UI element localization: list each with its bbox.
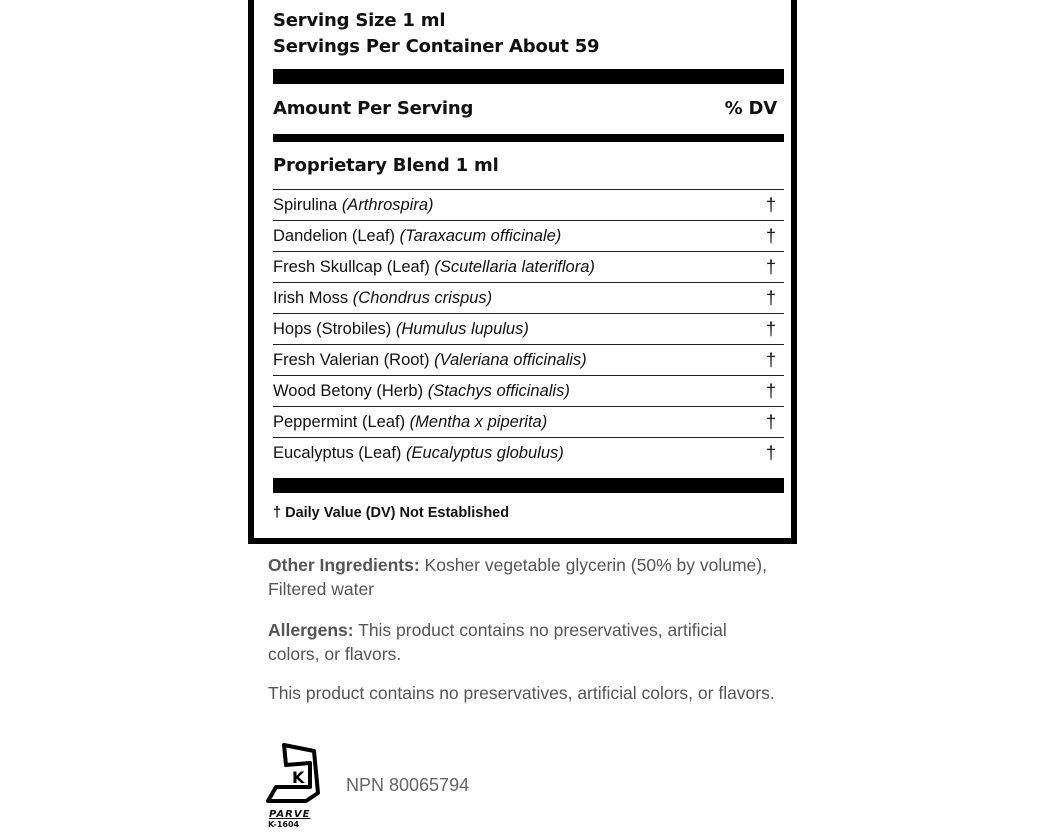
ingredient-row [273, 375, 784, 407]
dagger-mark: † [765, 319, 776, 339]
ingredient-name: Dandelion (Leaf) [273, 227, 395, 245]
ingredient-row [273, 251, 784, 283]
other-ingredients [268, 553, 788, 601]
dagger-mark: † [765, 350, 776, 370]
ingredient-name: Peppermint (Leaf) [273, 413, 406, 431]
other-ingredients-text: Kosher vegetable glycerin (50% by volume), Filtered water [268, 555, 767, 599]
ingredient-name: Eucalyptus (Leaf) [273, 444, 402, 462]
dv-header: % DV [724, 98, 777, 119]
dagger-mark: † [765, 412, 776, 432]
kosher-letter: K [292, 768, 305, 787]
preservatives-note: This product contains no preservatives, artificial colors, or flavors. [268, 683, 775, 703]
dv-footnote: † Daily Value (DV) Not Established [273, 505, 510, 521]
kosher-icon [266, 743, 326, 813]
ingredient-row [273, 437, 784, 469]
dagger-mark: † [765, 257, 776, 277]
ingredient-row [273, 189, 784, 221]
kosher-parve-logo [266, 743, 326, 833]
ingredient-name: Spirulina [273, 196, 338, 214]
kosher-code: K-1604 [268, 820, 300, 829]
dagger-mark: † [765, 195, 776, 215]
ingredient-latin-name: (Stachys officinalis) [427, 382, 570, 400]
ingredient-latin-name: (Humulus lupulus) [395, 320, 529, 338]
dagger-mark: † [765, 288, 776, 308]
serving-size: Serving Size 1 ml [273, 10, 446, 31]
ingredient-row [273, 344, 784, 376]
dagger-mark: † [765, 381, 776, 401]
parve-text: PARVE [269, 809, 311, 820]
ingredient-name: Irish Moss [273, 289, 349, 307]
ingredient-latin-name: (Taraxacum officinale) [399, 227, 562, 245]
medium-divider [273, 134, 784, 142]
other-ingredients-label: Other Ingredients: [268, 555, 420, 575]
ingredient-name: Wood Betony (Herb) [273, 382, 424, 400]
proprietary-blend: Proprietary Blend 1 ml [273, 155, 499, 176]
servings-per-container: Servings Per Container About 59 [273, 36, 600, 57]
npn-number: NPN 80065794 [346, 775, 470, 795]
ingredient-latin-name: (Mentha x piperita) [409, 413, 548, 431]
dagger-mark: † [765, 226, 776, 246]
ingredient-name: Fresh Skullcap (Leaf) [273, 258, 430, 276]
ingredient-name: Fresh Valerian (Root) [273, 351, 430, 369]
ingredient-row [273, 313, 784, 345]
thick-divider [273, 69, 784, 84]
ingredient-name: Hops (Strobiles) [273, 320, 392, 338]
dagger-mark: † [765, 443, 776, 463]
amount-per-serving: Amount Per Serving [273, 98, 474, 119]
allergens [268, 618, 738, 666]
ingredient-latin-name: (Valeriana officinalis) [434, 351, 587, 369]
ingredient-latin-name: (Eucalyptus globulus) [406, 444, 564, 462]
ingredient-latin-name: (Arthrospira) [341, 196, 434, 214]
ingredient-row [273, 406, 784, 438]
ingredient-row [273, 220, 784, 252]
thick-divider [273, 478, 784, 493]
allergens-text: This product contains no preservatives, artificial colors, or flavors. [268, 620, 727, 664]
ingredient-latin-name: (Scutellaria lateriflora) [434, 258, 595, 276]
ingredient-row [273, 282, 784, 314]
supplement-facts-panel [248, 0, 797, 544]
ingredient-latin-name: (Chondrus crispus) [352, 289, 493, 307]
allergens-label: Allergens: [268, 620, 354, 640]
